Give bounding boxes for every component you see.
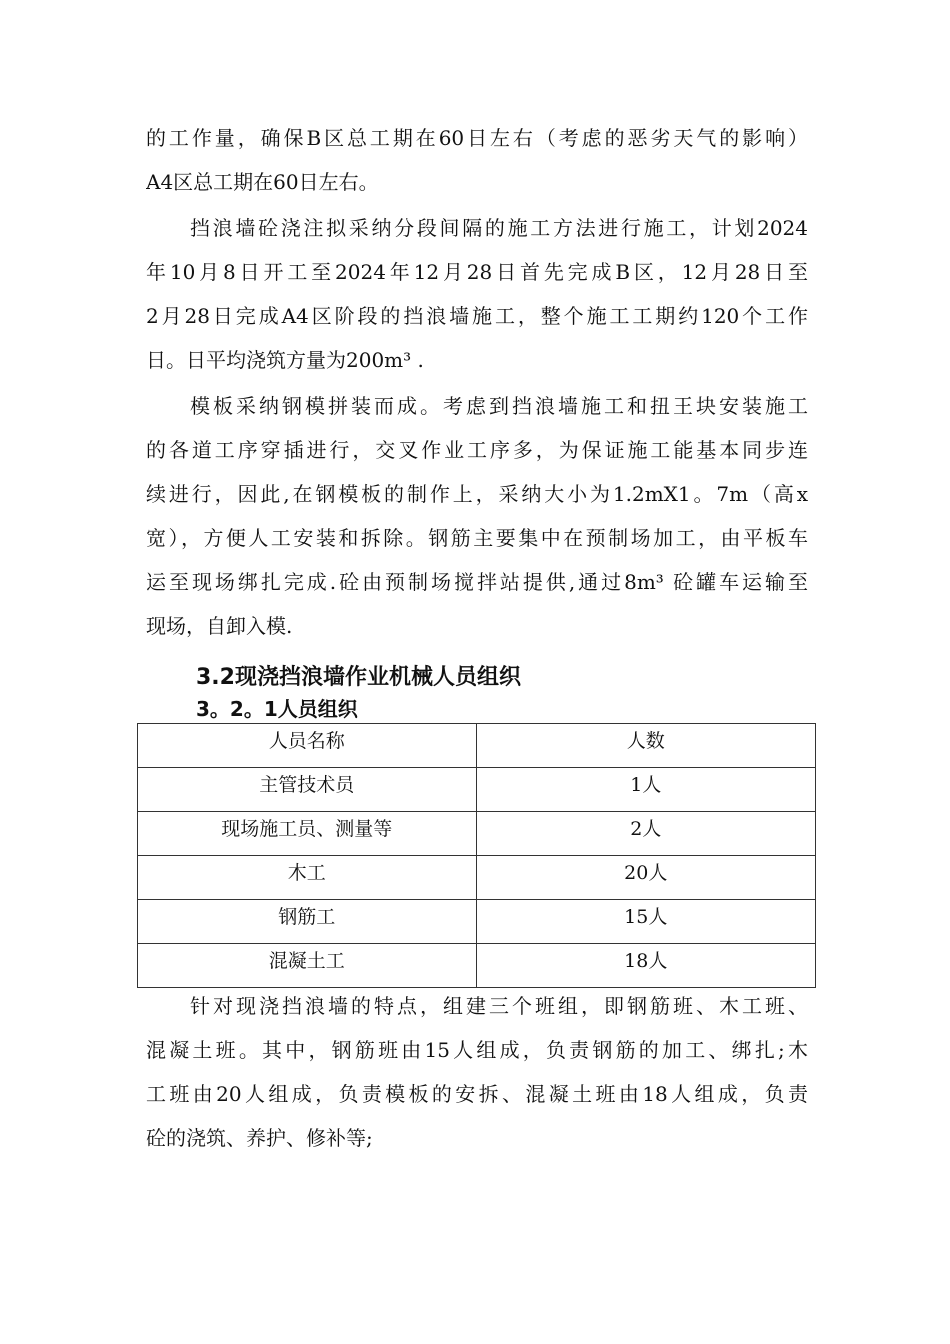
table-cell: 15人 <box>476 900 816 944</box>
text-line: 挡浪墙砼浇注拟采纳分段间隔的施工方法进行施工，计划2024 <box>190 216 808 240</box>
text-line: 模板采纳钢模拼装而成。考虑到挡浪墙施工和扭王块安装施工 <box>190 394 808 418</box>
table-header-cell: 人数 <box>476 724 816 768</box>
table-cell: 1人 <box>476 768 816 812</box>
table-row <box>138 944 816 988</box>
table-cell: 2人 <box>476 812 816 856</box>
staff-table <box>137 723 816 988</box>
text-line: 运至现场绑扎完成.砼由预制场搅拌站提供,通过8m³ 砼罐车运输至 <box>146 570 808 594</box>
table-cell: 20人 <box>476 856 816 900</box>
text-line: 的各道工序穿插进行，交叉作业工序多，为保证施工能基本同步连 <box>146 438 808 462</box>
text-line: 现场，自卸入模. <box>146 614 293 638</box>
table-cell: 钢筋工 <box>138 900 477 944</box>
text-line: 砼的浇筑、养护、修补等; <box>146 1126 373 1150</box>
paragraph-team-organization <box>146 984 808 1160</box>
text-line: 续进行，因此,在钢模板的制作上，采纳大小为1.2mX1。7m（高x <box>146 482 808 506</box>
table-header-cell: 人员名称 <box>138 724 477 768</box>
table-cell: 18人 <box>476 944 816 988</box>
table-row <box>138 900 816 944</box>
text-line: A4区总工期在60日左右。 <box>146 170 379 194</box>
subsection-heading: 3。2。1人员组织 <box>196 697 358 721</box>
table-cell: 现场施工员、测量等 <box>138 812 477 856</box>
table-row <box>138 812 816 856</box>
table-row <box>138 856 816 900</box>
text-line: 2月28日完成A4区阶段的挡浪墙施工，整个施工工期约120个工作 <box>146 304 808 328</box>
paragraph-formwork <box>146 384 808 648</box>
table-cell: 木工 <box>138 856 477 900</box>
paragraph-construction-plan <box>146 206 808 382</box>
paragraph-schedule-summary <box>146 116 808 204</box>
text-line: 日。日平均浇筑方量为200m³ . <box>146 348 424 372</box>
text-line: 的工作量，确保B区总工期在60日左右（考虑的恶劣天气的影响） <box>146 126 808 150</box>
text-line: 宽），方便人工安装和拆除。钢筋主要集中在预制场加工，由平板车 <box>146 526 808 550</box>
table-cell: 主管技术员 <box>138 768 477 812</box>
text-line: 混凝土班。其中，钢筋班由15人组成，负责钢筋的加工、绑扎;木 <box>146 1038 808 1062</box>
text-line: 年10月8日开工至2024年12月28日首先完成B区，12月28日至 <box>146 260 808 284</box>
table-header-row <box>138 724 816 768</box>
text-line: 工班由20人组成，负责模板的安拆、混凝土班由18人组成，负责 <box>146 1082 808 1106</box>
text-line: 针对现浇挡浪墙的特点，组建三个班组，即钢筋班、木工班、 <box>190 994 808 1018</box>
section-heading: 3.2现浇挡浪墙作业机械人员组织 <box>196 665 521 690</box>
table-cell: 混凝土工 <box>138 944 477 988</box>
table-row <box>138 768 816 812</box>
